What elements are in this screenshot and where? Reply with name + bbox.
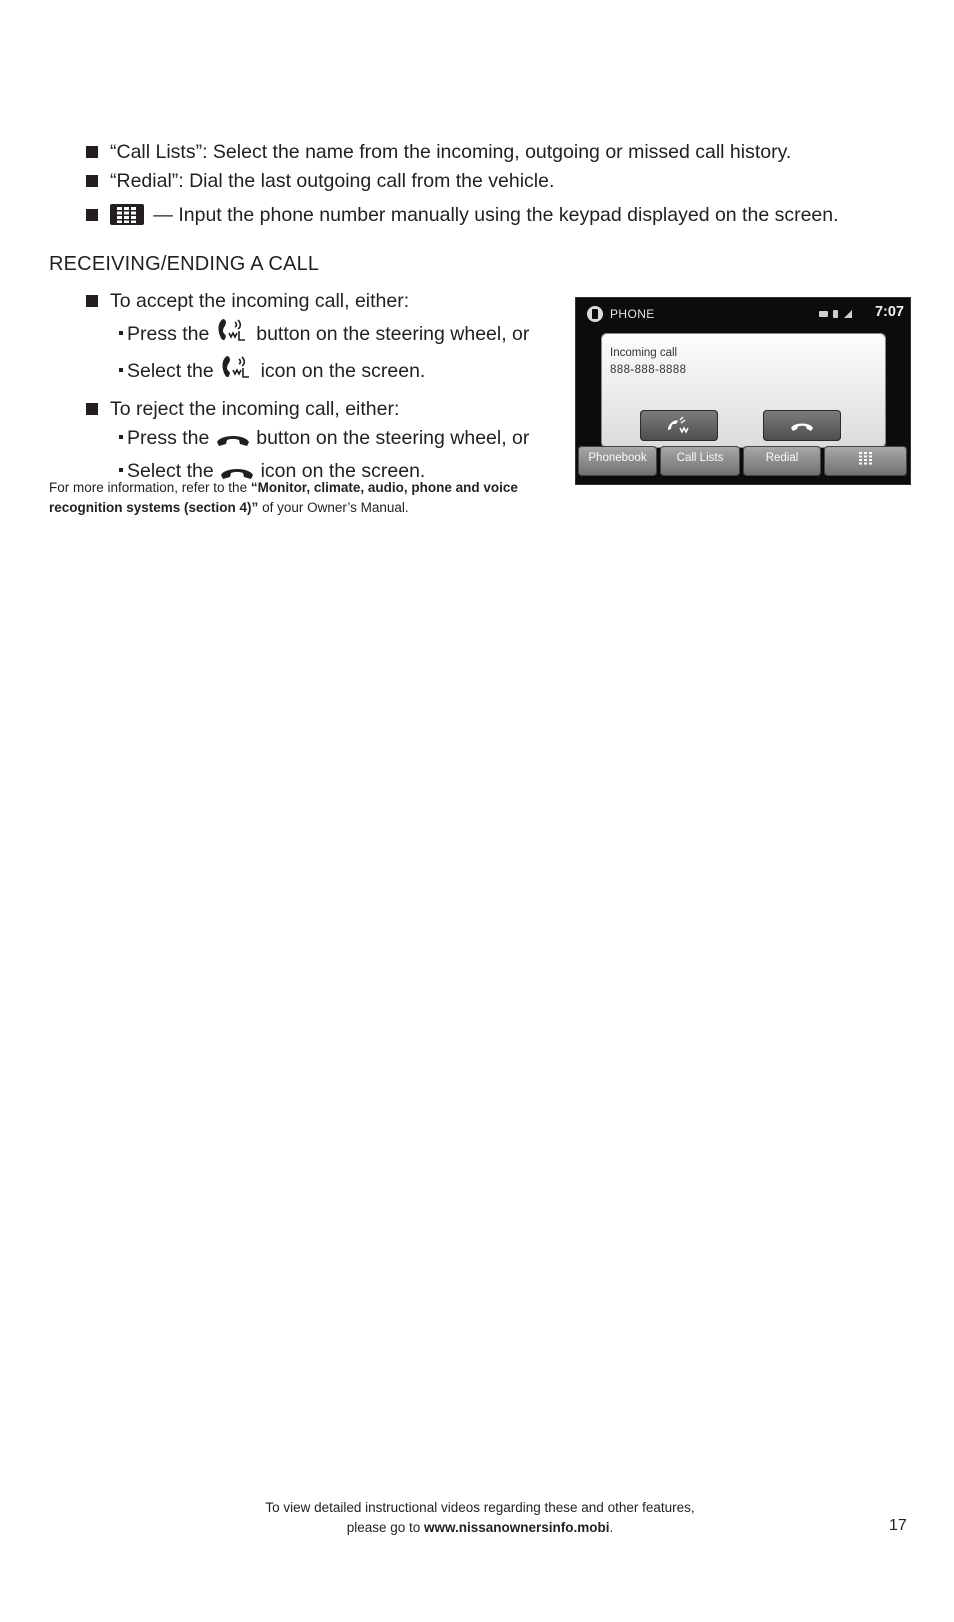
feature-list (86, 140, 926, 232)
bullet-dot (119, 331, 123, 335)
page-footer (200, 1498, 760, 1538)
line-text: icon on the screen. (260, 360, 426, 382)
line-text: Select the (127, 460, 214, 482)
reject-instructions (86, 397, 546, 421)
call-instructions (86, 289, 546, 487)
manual-reference-note (49, 478, 549, 518)
footer-line (200, 1518, 760, 1538)
phone-screen-image (575, 297, 911, 485)
tab-keypad[interactable] (824, 446, 907, 476)
bullet-dot (119, 435, 123, 439)
screen-time: 7:07 (874, 304, 904, 320)
phone-app-icon (587, 306, 603, 322)
line-text: Press the (127, 427, 210, 449)
line-text: Select the (127, 360, 214, 382)
phone-talk-icon (219, 355, 255, 387)
bullet-dot (119, 468, 123, 472)
reject-press-line (86, 426, 546, 454)
accept-intro: To accept the incoming call, either: (110, 290, 410, 312)
note-prefix: For more information, refer to the (49, 480, 251, 495)
line-text: icon on the screen. (260, 460, 426, 482)
incoming-call-label: Incoming call (610, 347, 678, 359)
list-item (86, 203, 926, 227)
note-suffix: of your Owner’s Manual. (258, 500, 409, 515)
screen-title: PHONE (610, 307, 655, 321)
tab-redial[interactable]: Redial (743, 446, 821, 476)
footer-text: . (609, 1520, 614, 1535)
accept-select-line (86, 355, 546, 387)
tab-phonebook[interactable]: Phonebook (578, 446, 657, 476)
phone-hangup-icon (788, 416, 816, 436)
bullet-dot (119, 368, 123, 372)
phone-talk-icon (665, 416, 693, 436)
accept-press-line (86, 318, 546, 350)
status-icons (819, 309, 859, 319)
page-number: 17 (889, 1517, 907, 1534)
section-heading: RECEIVING/ENDING A CALL (49, 253, 320, 275)
line-text: Press the (127, 323, 210, 345)
screen-tab-bar (576, 443, 910, 485)
list-item-text: “Redial”: Dial the last outgoing call from the vehicle. (110, 170, 555, 192)
phone-hangup-icon (215, 430, 251, 454)
footer-url[interactable]: www.nissanownersinfo.mobi (424, 1520, 610, 1535)
keypad-icon (110, 204, 144, 225)
list-item-text: “Call Lists”: Select the name from the incoming, outgoing or missed call history. (110, 141, 792, 163)
tab-call-lists[interactable]: Call Lists (660, 446, 740, 476)
caller-number: 888-888-8888 (610, 364, 687, 376)
line-text: button on the steering wheel, or (256, 323, 530, 345)
bullet-square (86, 146, 98, 158)
list-item-text: — Input the phone number manually using the keypad displayed on the screen. (153, 204, 839, 226)
footer-text: please go to (346, 1520, 424, 1535)
reject-intro: To reject the incoming call, either: (110, 398, 400, 420)
phone-talk-icon (215, 318, 251, 350)
bullet-square (86, 403, 98, 415)
bullet-square (86, 175, 98, 187)
list-item (86, 140, 926, 164)
bullet-square (86, 295, 98, 307)
footer-line: To view detailed instructional videos regarding these and other features, (265, 1500, 695, 1515)
note-bold: “Monitor, climate, audio, phone and voice recognition systems (section 4)” (49, 480, 518, 515)
keypad-icon (858, 451, 874, 465)
end-call-button[interactable] (763, 410, 841, 441)
accept-instructions (86, 289, 546, 313)
incoming-call-dialog (601, 333, 886, 448)
line-text: button on the steering wheel, or (256, 427, 530, 449)
list-item (86, 169, 926, 193)
bullet-square (86, 209, 98, 221)
screen-header (576, 298, 910, 330)
accept-call-button[interactable] (640, 410, 718, 441)
